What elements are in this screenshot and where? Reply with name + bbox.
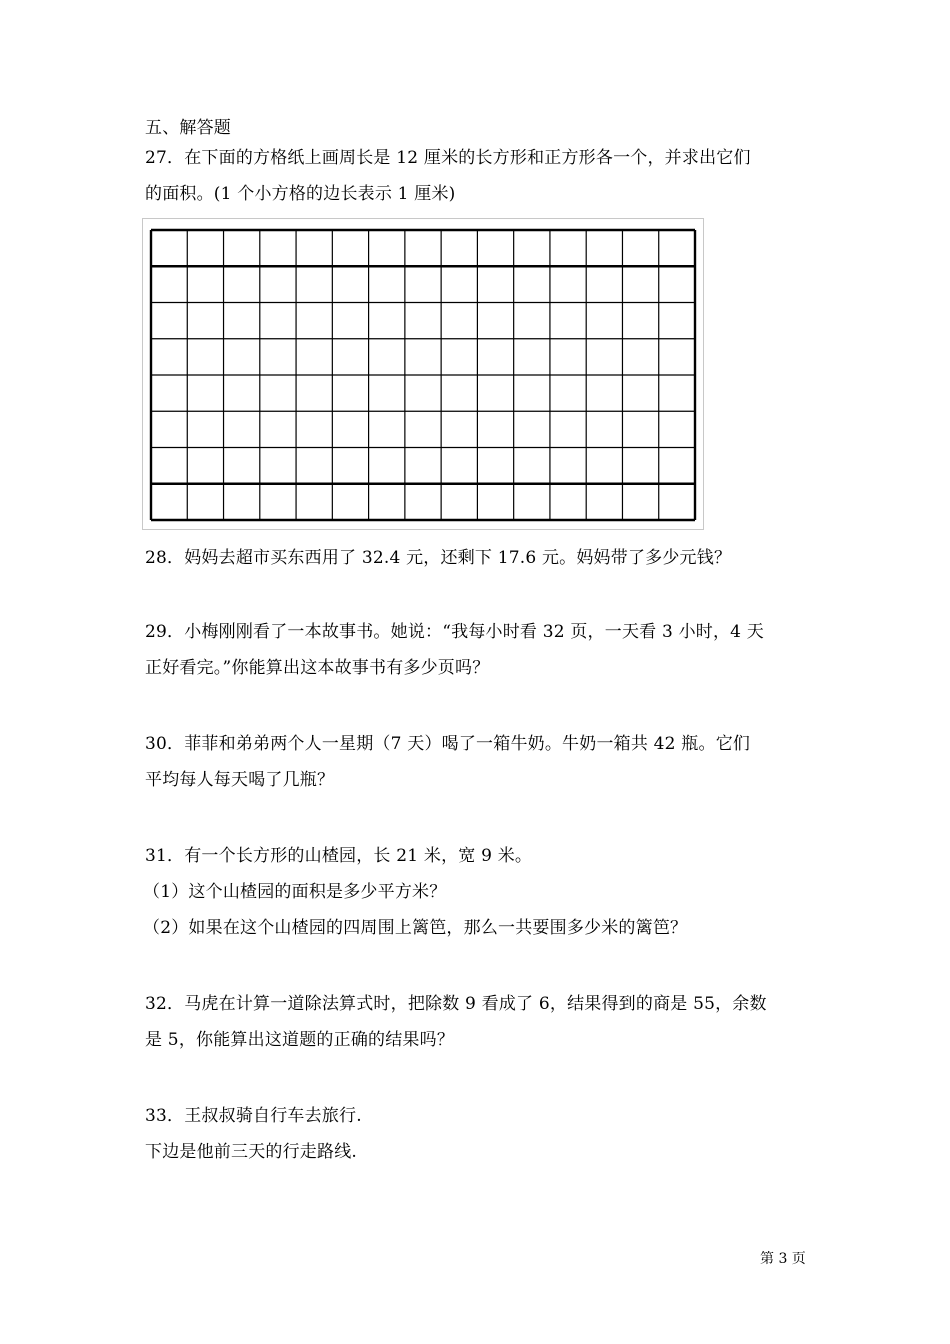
page-number: 第 3 页	[760, 1251, 806, 1267]
question-27-line-1: 27．在下面的方格纸上画周长是 12 厘米的长方形和正方形各一个，并求出它们	[145, 148, 751, 168]
question-29-line-1: 29．小梅刚刚看了一本故事书。她说：“我每小时看 32 页，一天看 3 小时，4 天	[145, 622, 765, 642]
section-title: 五、解答题	[145, 118, 231, 138]
question-31-sub-1: （1）这个山楂园的面积是多少平方米？	[143, 882, 447, 902]
question-32-line-1: 32．马虎在计算一道除法算式时，把除数 9 看成了 6，结果得到的商是 55，余数	[145, 994, 767, 1014]
question-31-line-1: 31．有一个长方形的山楂园，长 21 米，宽 9 米。	[145, 846, 533, 866]
question-27-line-2: 的面积。(1 个小方格的边长表示 1 厘米)	[145, 184, 456, 204]
square-grid-paper	[142, 218, 704, 530]
grid-svg	[143, 219, 703, 529]
question-28-line-1: 28．妈妈去超市买东西用了 32.4 元，还剩下 17.6 元。妈妈带了多少元钱？	[145, 548, 732, 568]
question-33-line-1: 33．王叔叔骑自行车去旅行.	[145, 1106, 362, 1126]
question-30-line-1: 30．菲菲和弟弟两个人一星期（7 天）喝了一箱牛奶。牛奶一箱共 42 瓶。它们	[145, 734, 751, 754]
question-32-line-2: 是 5，你能算出这道题的正确的结果吗？	[145, 1030, 455, 1050]
question-29-line-2: 正好看完。”你能算出这本故事书有多少页吗？	[145, 658, 490, 678]
question-33-line-2: 下边是他前三天的行走路线.	[145, 1142, 358, 1162]
question-30-line-2: 平均每人每天喝了几瓶？	[145, 770, 335, 790]
question-31-sub-2: （2）如果在这个山楂园的四周围上篱笆，那么一共要围多少米的篱笆？	[143, 918, 688, 938]
